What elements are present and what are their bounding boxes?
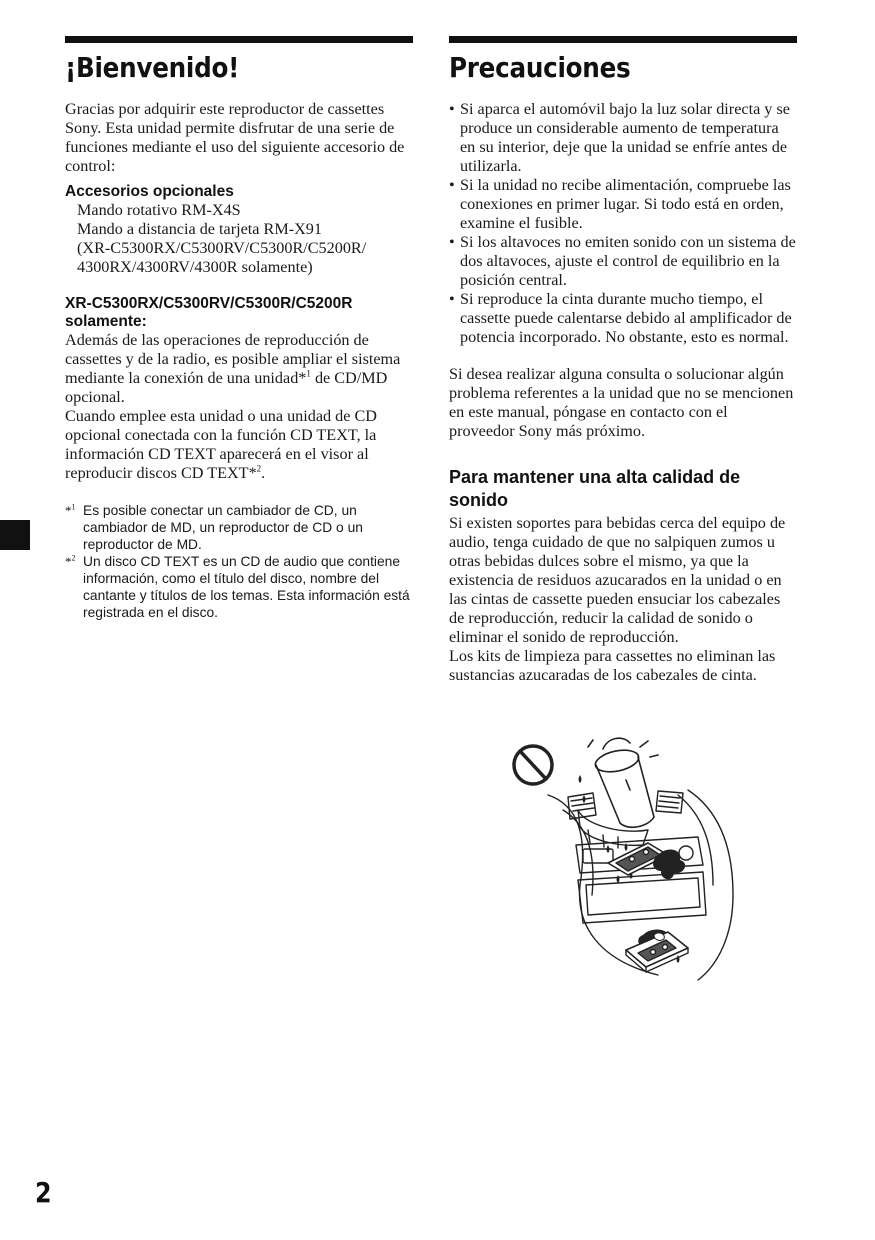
footnote-ref: 1 [306, 368, 311, 379]
section-rule [65, 36, 413, 43]
precautions-column [449, 36, 797, 685]
consult-paragraph: Si desea realizar alguna consulta o solucionar algún problema referentes a la unidad que no se mencionen en este manual, póngase en contacto con el proveedor Sony más próximo. [449, 365, 794, 440]
precaution-item: • Si los altavoces no emiten sonido con un sistema de dos altavoces, ajuste el control de equilibrio en la posición central. [449, 233, 797, 290]
sound-quality-body: Si existen soportes para bebidas cerca del equipo de audio, tenga cuidado de que no salpiquen zumos u otras bebidas dulces sobre el mismo, ya que la existencia de residuos azucarados en la unidad o en las cintas de cassette pueden ensuciar los cabezales de reproducción, reducir la calidad de sonido o eliminar el sonido de reproducción. [449, 514, 786, 646]
footnote-mark [65, 502, 76, 519]
precaution-item: • Si reproduce la cinta durante mucho tiempo, el cassette puede calentarse debido al amplificador de potencia incorporado. No obstante, esto es normal. [449, 290, 797, 347]
drink-spill-illustration [508, 735, 758, 985]
footnote-star: * [65, 554, 72, 569]
accessories-list [65, 201, 413, 277]
models-body-text: Además de las operaciones de reproducción de cassettes y de la radio, es posible ampliar el sistema mediante la conexión de una unidad* [65, 331, 401, 387]
prohibited-icon [514, 746, 552, 784]
footnote-text: Un disco CD TEXT es un CD de audio que contiene información, como el título del disco, nombre del cantante y títulos de los temas. Esta información está registrada en el disco. [83, 554, 410, 620]
accessory-item: Mando rotativo RM-X4S [77, 201, 241, 219]
page-number: 2 [35, 1176, 52, 1209]
sound-quality-body-2: Los kits de limpieza para cassettes no eliminan las sustancias azucaradas de los cabezales de cinta. [449, 647, 776, 684]
footnote-text: Es posible conectar un cambiador de CD, un cambiador de MD, un reproductor de CD o un reproductor de MD. [83, 503, 363, 552]
precautions-list [449, 100, 797, 347]
footnote-number: 1 [71, 502, 76, 512]
section-rule [449, 36, 797, 43]
cdtext-body [65, 407, 413, 483]
sound-quality-title: Para mantener una alta calidad de sonido [449, 467, 741, 510]
section-tab-marker [0, 520, 30, 550]
footnote-ref: 2 [256, 463, 262, 474]
drink-cup-icon [588, 738, 658, 827]
footnote-number: 2 [71, 553, 76, 563]
footnote-1 [65, 502, 413, 553]
floor-splash-highlight [654, 933, 664, 940]
accessory-item: Mando a distancia de tarjeta RM-X91 [77, 220, 322, 238]
accessory-note: (XR-C5300RX/C5300RV/C5300R/C5200R/ 4300RX/4300RV/4300R solamente) [77, 239, 367, 276]
footnote-star: * [65, 503, 72, 518]
precaution-item: • Si aparca el automóvil bajo la luz solar directa y se produce un considerable aumento de temperatura en su interior, deje que la unidad se enfríe antes de utilizarla. [449, 100, 797, 176]
footnote-2 [65, 553, 413, 621]
welcome-heading: ¡Bienvenido! [65, 51, 240, 84]
cdtext-body-end: . [261, 464, 266, 482]
accessories-title: Accesorios opcionales [65, 183, 234, 200]
cdtext-body-text: Cuando emplee esta unidad o una unidad de CD opcional conectada con la función CD TEXT, la información CD TEXT aparecerá en el visor al reproducir discos CD TEXT* [65, 407, 377, 482]
models-body [65, 331, 413, 407]
models-body-text: de CD/MD opcional. [65, 369, 388, 406]
welcome-column [65, 36, 413, 621]
models-title: XR-C5300RX/C5300RV/C5300R/C5200R solamente: [65, 295, 353, 330]
precaution-item: • Si la unidad no recibe alimentación, compruebe las conexiones en primer lugar. Si todo está en orden, examine el fusible. [449, 176, 797, 233]
dashboard-vents [568, 791, 683, 819]
welcome-intro: Gracias por adquirir este reproductor de cassettes Sony. Esta unidad permite disfrutar de una serie de funciones mediante el uso del siguiente accesorio de control: [65, 100, 405, 175]
footnote-mark [65, 553, 76, 570]
precautions-heading: Precauciones [449, 51, 631, 84]
